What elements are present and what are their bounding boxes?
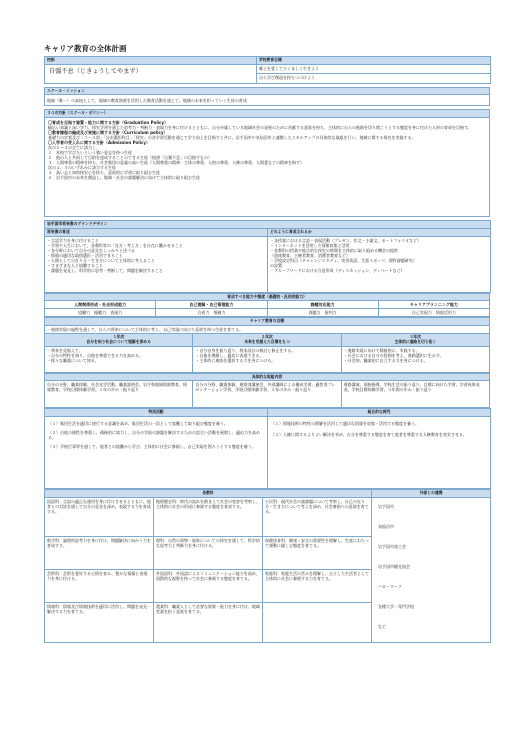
grand-design-left-label: 将来像の育成 <box>45 228 268 236</box>
outside-item: 気仙沼市 <box>378 523 395 529</box>
career-goals-text: ・進路実現の過程を通して、自らの将来について主体的に考え、自己実現に向けた意欲を持つ生徒を育てる。 <box>45 326 490 334</box>
year-title: 未来を見据えた目標をもつ <box>244 338 290 344</box>
mission-label: スクール・ミッション <box>45 87 490 95</box>
competency-title: キャリアプランニング能力 <box>378 301 489 309</box>
year-item: ・進路実現に向けて積極的に、実践する。 <box>343 347 420 353</box>
year-item: ・社会における自分の役割を考え、進路選択に生かす。 <box>343 352 444 358</box>
activity-year-3: 進路講演、面接指導、学校生活の振り返り、目標に向けた学習、学習成果発表、学校目標体験学習、３年間の歩み・振り返り <box>341 381 489 408</box>
policies-table <box>44 109 490 217</box>
subject-cell: 数学科：論理的思考力を身に付け、問題解決に向かう力を育成する。 <box>45 536 154 569</box>
gd-right-item: （道徳教育、主権者教育、消費者教育など） <box>270 252 350 258</box>
gd-right-item: ・各授業における言語・表現活動（プレゼン、作文・小論文、ポートフォリオなど） <box>270 237 422 243</box>
subject-cell: 国語科：言語の適正な運用を身に付けさせるとともに、他者との対話を通して自分の意見を深め、表現する力を育成する。 <box>45 497 154 536</box>
ap-item-5: ５ 岩手国市の未来を創造し、地域・社会の課題解決に向けて主体的に取り組む生徒 <box>48 175 200 181</box>
special-item: （２）自他の個性を尊重し、積極的に協力し、自分の学級の課題を解決するための話合い活動を展開し、適応力を高める。 <box>48 430 260 441</box>
inquiry-item: （１）情報技術の特性の理解を活用して適切な情報を収集・活用する態度を養う。 <box>271 421 419 427</box>
outside-item: ハローワーク <box>378 583 403 589</box>
grand-design-label: 岩手国市将来像のグランドデザイン <box>45 221 491 229</box>
year-grade: １年次 <box>112 334 125 340</box>
gd-left-item: ・課題を発見し、科学的に思考・判断して、問題を解決すること <box>47 267 163 273</box>
year-header-3 <box>341 334 489 346</box>
special-item: （１）集団生活を適切に遂行する意識を高め、集団生活の一員として協働して取り組む態度を養う。 <box>48 421 228 427</box>
cp-title: 〇教育課程の編成及び実施に関する方針（Curriculum policy） <box>48 130 168 136</box>
competency-title: 課題対応能力 <box>267 301 378 309</box>
competency-desc: 協働力 傾聴力 表現力 <box>45 309 156 317</box>
ap-item-4: ４ 高い志と知的探究心を持ち、意欲的に学習に取り組む生徒 <box>48 170 160 176</box>
year-title: 自分を知り社会について理解を深める <box>86 338 151 344</box>
year-item: ・自他を理解し、適切に表現できる。 <box>195 352 264 358</box>
competency-title: 自己理解・自己管理能力 <box>156 301 267 309</box>
year-item: ・将来を見据えて、 <box>47 347 83 353</box>
year-item: ・自分の特性を知り、自他を尊重できる力を高める。 <box>47 352 143 358</box>
mission-text: 地域（唯一）の高校として、地域の教育資源を活用した教育活動を通じて、地域の未来を担っていく生徒の育成 <box>45 95 490 106</box>
subject-cell: 農業科：職業人として必要な資質・能力を身に付け、地域産業を担う意欲を育てる。 <box>154 602 263 642</box>
competencies-label: 育成すべき能力や態度（基礎的・汎用的能力） <box>45 293 490 301</box>
gd-right-item: ・各教科の授業や総合的な探究の時間を主体的に取り組める機会の提供 <box>270 247 398 253</box>
ap-item-3: ３ 人間尊重の精神を持ち、社会集団の意義の高い生徒（人間尊重の精神：主体の尊重、人格の尊重、人権の尊重、人間愛などの精神を指す） <box>48 160 304 166</box>
gd-left-item: ・言語学力を身に付けること <box>47 237 99 243</box>
outside-item: 各種大学・専門学校 <box>378 603 415 609</box>
activity-year-1: 自分の分野、職業体験、社会見学活動、職業説明会、岩手県地域資源教育、情報教育、学校目標体験学習、１年の歩み・振り返り <box>45 381 193 408</box>
subject-cell: 理科：自然の事物・現象についての探究を通して、科学的な思考力と判断力を身に付ける。 <box>154 536 263 569</box>
cp-text: 基礎力の定着及び「コース別」「自由選択科目」「探究」の各学習活動を通じて学力向上を目指すと共に、岩手国市や気仙沼市と連携したスキルアップの具体的な取組を行い、地域に関する探究を実施する。 <box>48 135 416 141</box>
outside-item: 岩手国市商工会 <box>378 543 407 549</box>
grand-design-table <box>44 220 491 292</box>
ap-item-1: １ 本校で学びたいという強い意志を持つ生徒 <box>48 150 132 156</box>
inquiry-label: 総合的な探究 <box>268 409 491 417</box>
goal-item-2: 自ら学び創造を持ちつづけよう <box>257 74 491 84</box>
inquiry-item: （２）人権に関するよりよい解決を求め、自分を尊重する態度を育て他者を尊重する人権教育を充実させる。 <box>271 432 467 438</box>
competency-desc: 自省力 情緒力 <box>156 309 267 317</box>
subject-cell: 外国語科：外国語によるコミュニケーション能力を高め、国際的な視野を持って社会に参画する態度を育てる。 <box>154 569 263 602</box>
gd-left-item: ・各分野において自分の意見をしっかりと述べる <box>47 247 135 253</box>
outside-label: 外部との連携 <box>372 490 491 498</box>
goal-item-1: 郷土を愛してたくましく生きよう <box>257 64 491 74</box>
gd-right-item: の設置 <box>270 262 282 268</box>
subject-cell: 情報科：情報及び情報技術を適切に活用し、問題を発見・解決する力を育てる。 <box>45 602 154 642</box>
outside-item: など <box>378 623 387 629</box>
ap-intro-2: 次の４、５のいずれかに該当する生徒 <box>48 165 116 171</box>
gd-right-item: ・インターネットを活用した情報収集と活用 <box>270 242 350 248</box>
competency-desc: 課題力 批判力 <box>267 309 378 317</box>
motto-value: 自彊不息（じきょうしてやまず） <box>45 64 257 83</box>
subject-cell: 芸術科：芸術を愛好する心情を育み、豊かな情操と表現力を身に付ける。 <box>45 569 154 602</box>
year-item: ・自分自身を振り返り、将来設計の検討と修正をする。 <box>195 347 296 353</box>
competency-title: 人間関係形成・社会形成能力 <box>45 301 156 309</box>
activities-table <box>44 373 490 409</box>
career-plan-document <box>44 42 490 643</box>
competencies-table <box>44 293 490 318</box>
subject-cell: 保健体育科：健康・安全の重要性を理解し、生涯にわたって運動に親しむ態度を育てる。 <box>263 536 372 569</box>
year-grade: ２年次 <box>261 334 273 340</box>
subject-cell: 公民科：現代社会の諸課題について考察し、自己の在り方・生き方について考えを深め、社会参画への意欲を育てる。 <box>263 497 372 536</box>
year-header-2 <box>193 334 341 346</box>
subjects-label: 各教科 <box>45 490 372 498</box>
gd-left-item: ・情報の適切な取捨選択・活用できること <box>47 252 123 258</box>
special-item: （３）学校行事等を通して、他者との協働から学び、主体的に社会に参画し、自己実現を図ろうとする態度を養う。 <box>48 444 256 450</box>
mission-table <box>44 87 490 107</box>
gp-title: 〇育成を目指す資質・能力に関する方針（Graduation Policy） <box>48 120 169 126</box>
competency-desc: 自己実現力 情報活用力 <box>378 309 489 317</box>
gd-left-item: ・人間としての在り方・生き方について主体的に考えること <box>47 257 155 263</box>
subject-cell <box>263 602 372 642</box>
motto-label: 校訓 <box>45 57 257 65</box>
year-title: 主体的に進路を切り拓く <box>394 338 437 344</box>
career-goals-table <box>44 317 490 372</box>
subject-cell: 家庭科：家庭生活の営みを理解し、自立した生活者として主体的に社会に参画する力を育てる。 <box>263 569 372 602</box>
year-grade: ３年次 <box>409 334 422 340</box>
outside-item: 岩手国市 <box>378 503 395 509</box>
grand-design-right-label: どのように育成されるか <box>268 228 491 236</box>
policies-label: ３つの方針（スクール・ポリシー） <box>45 110 490 118</box>
year-item: ・主体的に進路を選択する力を身につける。 <box>195 357 276 363</box>
ap-title: 〇入学者の受入れに関する方針（Admission Policy） <box>48 140 151 146</box>
gd-left-item: ・学習や人生において、各教科等の「見方・考え方」を自在に働かせること <box>47 242 183 248</box>
outside-item: 岩手国市観光協会 <box>378 563 411 569</box>
special-activities-label: 特別活動 <box>45 409 268 417</box>
year-item: ・社会的、職業的に自立する力を身につける。 <box>343 357 428 363</box>
page-title: キャリア教育の全体計画 <box>44 44 127 53</box>
gd-right-item: ・グループワークにおける合意形成（ディスカッション、ディベートなど） <box>270 267 405 273</box>
year-header-1 <box>45 334 193 346</box>
motto-table <box>44 56 491 84</box>
gd-left-item: ・さまざまな人と協働すること <box>47 262 103 268</box>
career-goals-label: キャリア教育の目標 <box>45 318 490 326</box>
year-item: ・様々な職業について知る。 <box>47 357 99 363</box>
gd-right-item: ・学校設定科目（チャレンジスタディ、実用英語、生涯スポーツ、理科課題研究） <box>270 257 417 263</box>
homeroom-table <box>44 408 491 489</box>
activity-year-2: 自分の分野、職業体験、進路別講演会、外部講師による構成学習、適性別プレゼンテーション学習、学校目標体験学習、２年の歩み・振り返り <box>193 381 341 408</box>
gp-text: 幅広い知識と深い学力、探究学習を通じた思考力・判断力・表現力を身に付けるとともに、自分が属している地域社会の発展のために貢献する意欲を持ち、主体的に自らの進路を切り開こうとする態度を身に付けた人材の育成を目指す。 <box>48 125 472 131</box>
ap-intro: 次の１～３の全てに該当し、 <box>48 145 100 151</box>
activities-label: 具体的な取組内容 <box>45 373 490 381</box>
subjects-table <box>44 489 491 643</box>
goals-label: 学校教育目標 <box>257 57 491 65</box>
ap-item-2: ２ 他の人と共同して目的を達成することのできる生徒（校訓「自彊不息」の目指すもの） <box>48 155 212 161</box>
subject-cell: 地理歴史科：時代の流れを踏まえて社会の変容を考察し、主体的に社会の形成に参画する態度を育成する。 <box>154 497 263 536</box>
